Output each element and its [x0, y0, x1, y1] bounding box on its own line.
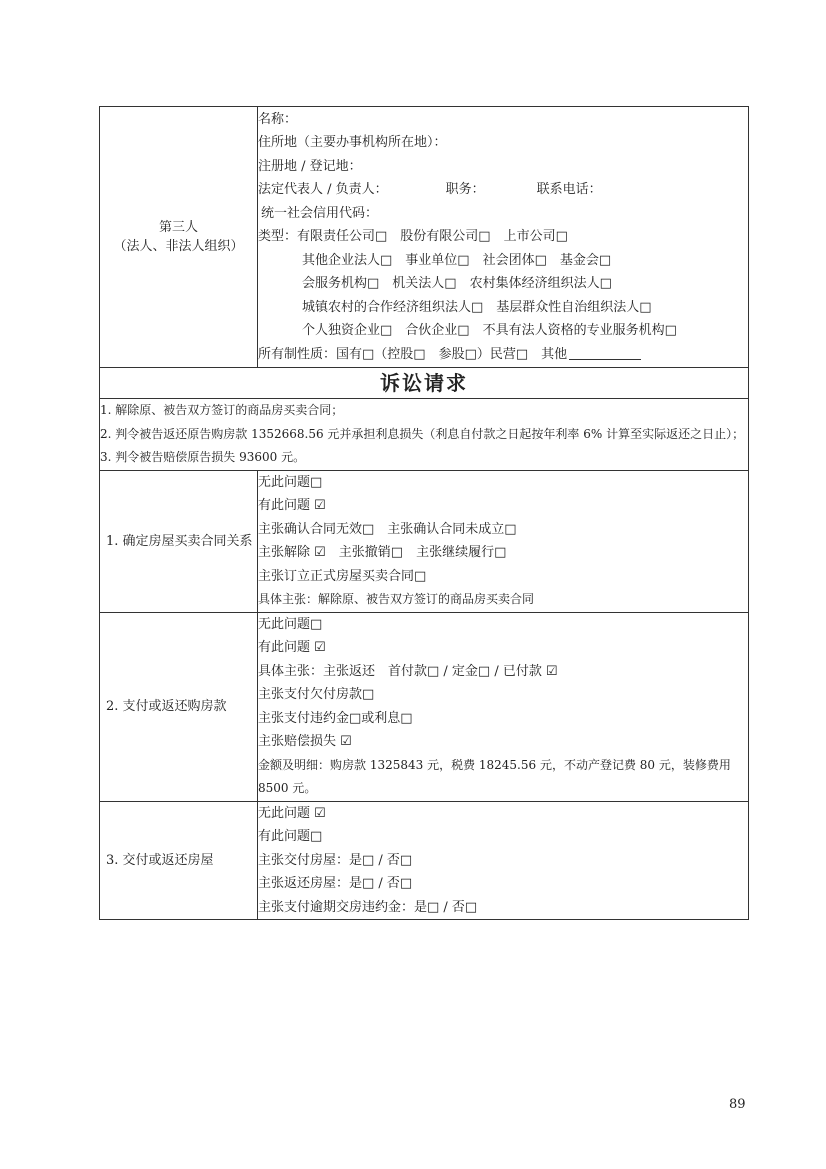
type-line-5: 个人独资企业□ 合伙企业□ 不具有法人资格的专业服务机构□ — [302, 323, 677, 339]
claim-item-2: 2. 判令被告返还原告购房款 1352668.56 元并承担利息损失（利息自付款之日起按年利率 6% 计算至实际返还之日止）； — [100, 426, 745, 441]
issue-1-line-3: 主张订立正式房屋买卖合同□ — [258, 568, 427, 584]
claims-row — [100, 399, 749, 471]
page-number: 89 — [729, 1097, 746, 1112]
ownership-field: 所有制性质：国有□（控股□ 参股□）民营□ 其他 — [258, 346, 568, 362]
issue-3-line-2: 主张返还房屋：是□ / 否□ — [258, 876, 413, 891]
issue-2-cell — [258, 612, 749, 801]
type-line-3: 会服务机构□ 机关法人□ 农村集体经济组织法人□ — [302, 276, 612, 292]
issue-2-label: 2. 支付或返还购房款 — [100, 612, 258, 801]
third-party-row — [100, 107, 749, 368]
type-line-1: 类型：有限责任公司□ 股份有限公司□ 上市公司□ — [258, 229, 568, 245]
claim-item-3: 3. 判令被告赔偿原告损失 93600 元。 — [100, 450, 306, 464]
issue-1-cell — [258, 470, 749, 612]
issue-1-row — [100, 470, 749, 612]
claim-item-1: 1. 解除原、被告双方签订的商品房买卖合同； — [100, 403, 344, 417]
third-party-label: 第三人 — [158, 220, 198, 235]
issue-3-yes-option: 有此问题□ — [258, 829, 323, 844]
issue-2-amount-detail: 金额及明细：购房款 1325843 元，税费 18245.56 元，不动产登记费 80 元，装修费用 8500 元。 — [258, 757, 731, 795]
representative-line — [258, 178, 748, 202]
claims-title-row — [100, 368, 749, 399]
issue-2-yes-option: 有此问题 ☑ — [258, 640, 326, 655]
issue-2-line-4: 主张赔偿损失 ☑ — [258, 734, 352, 749]
phone-field: 联系电话： — [536, 182, 602, 198]
type-line-2: 其他企业法人□ 事业单位□ 社会团体□ 基金会□ — [302, 252, 612, 268]
issue-1-claim: 具体主张：解除原、被告双方签订的商品房买卖合同 — [258, 592, 535, 606]
issue-3-line-1: 主张交付房屋：是□ / 否□ — [258, 852, 413, 868]
name-field: 名称： — [258, 111, 298, 127]
address-field: 住所地（主要办事机构所在地）： — [258, 135, 447, 151]
issue-3-line-3: 主张支付逾期交房违约金：是□ / 否□ — [258, 899, 478, 915]
issue-3-no-option: 无此问题 ☑ — [258, 805, 326, 821]
issue-1-line-1: 主张确认合同无效□ 主张确认合同未成立□ — [258, 521, 517, 537]
issue-2-line-1: 具体主张：主张返还 首付款□ / 定金□ / 已付款 ☑ — [258, 663, 558, 679]
claims-title: 诉讼请求 — [100, 368, 749, 399]
issue-1-no-option: 无此问题□ — [258, 474, 323, 490]
ownership-line — [258, 343, 748, 367]
issue-2-line-2: 主张支付欠付房款□ — [258, 687, 375, 702]
issue-3-cell — [258, 801, 749, 920]
type-line-4: 城镇农村的合作经济组织法人□ 基层群众性自治组织法人□ — [302, 299, 652, 315]
position-field: 职务： — [445, 182, 485, 198]
issue-1-label: 1. 确定房屋买卖合同关系 — [100, 470, 258, 612]
claims-cell — [100, 399, 749, 471]
rep-field: 法定代表人 / 负责人： — [258, 182, 388, 198]
third-party-label-cell — [100, 107, 258, 368]
other-blank-line — [569, 345, 641, 360]
issue-3-row — [100, 801, 749, 920]
issue-1-yes-option: 有此问题 ☑ — [258, 498, 326, 513]
third-party-sublabel: （法人、非法人组织） — [113, 239, 244, 254]
complaint-form-table — [99, 106, 749, 920]
third-party-info-cell — [258, 107, 749, 368]
issue-1-line-2: 主张解除 ☑ 主张撤销□ 主张继续履行□ — [258, 545, 507, 560]
registered-field: 注册地 / 登记地： — [258, 158, 362, 174]
issue-3-label: 3. 交付或返还房屋 — [100, 801, 258, 920]
credit-code-field: 统一社会信用代码： — [261, 205, 379, 221]
issue-2-no-option: 无此问题□ — [258, 616, 323, 632]
issue-2-line-3: 主张支付违约金□或利息□ — [258, 710, 413, 726]
issue-2-row — [100, 612, 749, 801]
